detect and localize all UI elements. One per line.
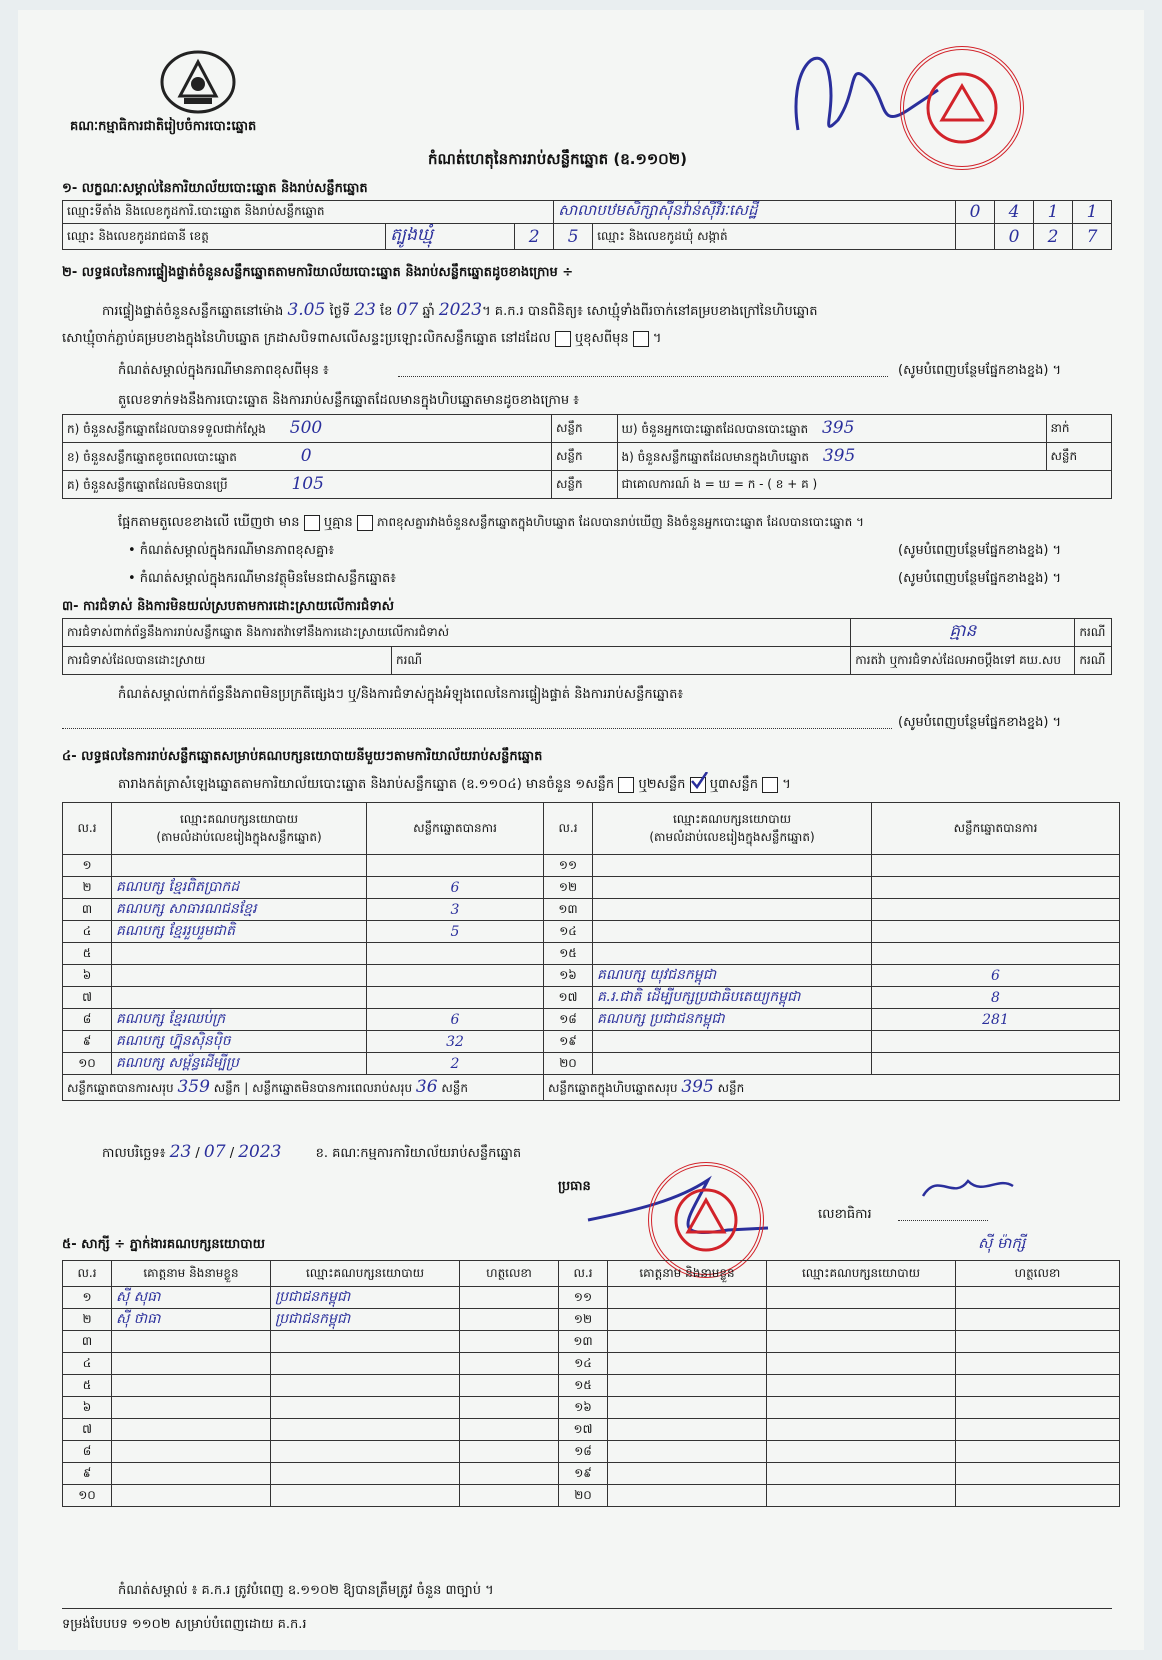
sheet-count-line: តារាងកត់ត្រាសំឡេងឆ្នោតតាមការិយាល័យបោះឆ្នោត និងរាប់សន្លឹកឆ្នោត (ឧ.១១០៤) មានចំនួន ១សន្លឹក ឬ២សន្លឹក ឬ៣សន្លឹក ។ <box>118 776 791 795</box>
witness-row: ៨ ១៨ <box>63 1441 1120 1463</box>
form-title: កំណត់ហេតុនៃការរាប់សន្លឹកឆ្នោត (ឧ.១១០២) <box>428 150 688 168</box>
section4-title: ៤- លទ្ធផលនៃការរាប់សន្លឹកឆ្នោតសម្រាប់គណបក្សនយោបាយនីមួយៗតាមការិយាល័យរាប់សន្លឹកឆ្នោត <box>62 749 543 764</box>
witness-row: ១០ ២០ <box>63 1485 1120 1507</box>
verify-line2: សោឃ្មុំចាក់ភ្ជាប់គម្របខាងក្នុងនៃហិបឆ្នោត ក្រដាសបិទពាសលើសន្ទះប្រឡោះលិកសន្លឹកឆ្នោត នៅដដែល ឬខុសពីមុន ។ <box>62 331 662 346</box>
date-line: កាលបរិច្ឆេទ៖ 23 / 07 / 2023 ខ. គណៈកម្មការការិយាល័យរាប់សន្លឹកឆ្នោត <box>102 1142 522 1162</box>
objections-table: ការជំទាស់ពាក់ព័ន្ធនឹងការរាប់សន្លឹកឆ្នោត និងការតវ៉ាទៅនឹងការដោះស្រាយលើការជំទាស់ គ្មាន ករណី ការជំទាស់ដែលបានដោះស្រាយ ករណី ការតវ៉ា ឬការជំទាស់ដែលអាចប្តឹងទៅ គឃ.សប ករណី <box>62 618 1112 675</box>
difference-note: កំណត់សម្គាល់ក្នុងករណីមានភាពខុសពីមុន ៖ <box>118 363 329 378</box>
official-seal <box>900 46 1024 170</box>
chair-label: ប្រធាន <box>558 1179 591 1194</box>
vote-row: ២ គណបក្ស ខ្មែរពិតប្រាកដ 6 ១២ <box>63 877 1120 899</box>
org-name: គណៈកម្មាធិការជាតិរៀបចំការបោះឆ្នោត <box>70 119 257 134</box>
secretary-signature <box>918 1166 1018 1210</box>
witness-row: ២ ស៊ី ថាធា ប្រជាជនកម្ពុជា ១២ <box>63 1309 1120 1331</box>
form-page: គណៈកម្មាធិការជាតិរៀបចំការបោះឆ្នោត កំណត់ហេតុនៃការរាប់សន្លឹកឆ្នោត (ឧ.១១០២) ១- លក្ខណៈសម្គាល់នៃការិយាល័យបោះឆ្នោត និងរាប់សន្លឹកឆ្នោត ឈ្មោះទីតាំង និងលេខកូដការិ.បោះឆ្នោត និងរាប់សន្លឹកឆ្នោត សាលាបឋមសិក្សាស៊ីនវ៉ាន់ស៊ីវិរៈសេដ្ឋី 0 4 1 1 ឈ្មោះ និងលេខកូដរាជធានី ខេត្ត ត្បូងឃ្មុំ 2 5 ឈ្មោះ និងលេខកូដឃុំ សង្កាត់ 0 2 7 ២- លទ្ធផលនៃការផ្ទៀងផ្ទាត់ចំនួនសន្លឹកឆ្នោតតាមការិយាល័យបោះឆ្នោត និងរាប់សន្លឹកឆ្នោតដូចខាងក្រោម ÷ ការផ្ទៀងផ្ទាត់ចំនួនសន្លឹកឆ្នោតនៅម៉ោង 3.05 ថ្ងៃទី 23 ខែ 07 ឆ្នាំ 2023។ គ.ក.រ បានពិនិត្យ៖ សោឃ្មុំទាំងពីរចាក់នៅគម្របខាងក្រៅនៃហិបឆ្នោត សោឃ្មុំចាក់ភ្ជាប់គម្របខាងក្នុងនៃហិបឆ្នោត ក្រដាសបិទពាសលើសន្ទះប្រឡោះលិកសន្លឹកឆ្នោត នៅដដែល ឬខុសពីមុន ។ កំណត់សម្គាល់ក្នុងករណីមានភាពខុសពីមុន ៖ (សូមបំពេញបន្ថែមផ្នែកខាងខ្នង) ។ តួលេខទាក់ទងនឹងការបោះឆ្នោត និងការរាប់សន្លឹកឆ្នោតដែលមានក្នុងហិបឆ្នោតមានដូចខាងក្រោម ៖ ក) ចំនួនសន្លឹកឆ្នោតដែលបានទទួលជាក់ស្តែង 500 សន្លឹក ឃ) ចំនួនអ្នកបោះឆ្នោតដែលបានបោះឆ្នោត 395 នាក់ ខ) ចំនួនសន្លឹកឆ្នោតខូចពេលបោះឆ្នោត 0 សន្លឹក ង) ចំនួនសន្លឹកឆ្នោតដែលមានក្នុងហិបឆ្នោត 395 សន្លឹក គ) ចំនួនសន្លឹកឆ្នោតដែលមិនបានប្រើ 105 សន្លឹក ជាគោលការណ៍ ង = ឃ = ក - ( ខ + គ ) ផ្អែកតាមតួលេខខាងលើ ឃើញថា មាន ឬគ្មាន ភាពខុសគ្នារវាងចំនួនសន្លឹកឆ្នោតក្នុងហិបឆ្នោត ដែលបានរាប់ឃើញ និងចំនួនអ្នកបោះឆ្នោត ដែលបានបោះឆ្នោត ។ • កំណត់សម្គាល់ក្នុងករណីមានភាពខុសគ្នា៖ (សូមបំពេញបន្ថែមផ្នែកខាងខ្នង) ។ • កំណត់សម្គាល់ក្នុងករណីមានវត្ថុមិនមែនជាសន្លឹកឆ្នោត៖ (សូមបំពេញបន្ថែមផ្នែកខាងខ្នង) ។ ៣- ការជំទាស់ និងការមិនយល់ស្របតាមការដោះស្រាយលើការជំទាស់ ការជំទាស់ពាក់ព័ន្ធនឹងការរាប់សន្លឹកឆ្នោត និងការតវ៉ាទៅនឹងការដោះស្រាយលើការជំទាស់ គ្មាន ករណី ការជំទាស់ដែលបានដោះស្រាយ ករណី ការតវ៉ា ឬការជំទាស់ដែលអាចប្តឹងទៅ គឃ.សប ករណី កំណត់សម្គាល់ពាក់ព័ន្ធនឹងភាពមិនប្រក្រតីផ្សេងៗ ឬ/និងការជំទាស់ក្នុងអំឡុងពេលនៃការផ្ទៀងផ្ទាត់ និងការរាប់សន្លឹកឆ្នោត៖ (សូមបំពេញបន្ថែមផ្នែកខាងខ្នង) ។ ៤- លទ្ធផលនៃការរាប់សន្លឹកឆ្នោតសម្រាប់គណបក្សនយោបាយនីមួយៗតាមការិយាល័យរាប់សន្លឹកឆ្នោត តារាងកត់ត្រាសំឡេងឆ្នោតតាមការិយាល័យបោះឆ្នោត និងរាប់សន្លឹកឆ្នោត (ឧ.១១០៤) មានចំនួន ១សន្លឹក ឬ២សន្លឹក ឬ៣សន្លឹក ។ ល.រ ឈ្មោះគណបក្សនយោបាយ (តាមលំដាប់លេខរៀងក្នុងសន្លឹកឆ្នោត) សន្លឹកឆ្នោតបានការ ល.រ ឈ្មោះគណបក្សនយោបាយ (តាមលំដាប់លេខរៀងក្នុងសន្លឹកឆ្នោត) សន្លឹកឆ្នោតបានការ ១ ១១ ២ គណបក្ស ខ្មែរពិតប្រាកដ 6 ១២ ៣ គណបក្ស សាធារណជនខ្មែរ 3 ១៣ ៤ គណបក្ស ខ្មែររួបរួមជាតិ 5 ១៤ ៥ ១៥ ៦ ១៦ គណបក្ស យុវជនកម្ពុជា 6 ៧ ១៧ គ.រ.ជាតិ ដើម្បីបក្សប្រជាធិបតេយ្យកម្ពុជា 8 ៨ គណបក្ស ខ្មែរឈប់ក្រ 6 ១៨ គណបក្ស ប្រជាជនកម្ពុជា 281 ៩ គណបក្ស ហ្វ៊ុនស៊ិនប៉ិច 32 ១៩ ១០ គណបក្ស សម្ព័ន្ធដើម្បីប្រ 2 ២០ សន្លឹកឆ្នោតបានការសរុប 359 សន្លឹក | សន្លឹកឆ្នោតមិនបានការពេលរាប់សរុប 36 សន្លឹក សន្លឹកឆ្នោតក្នុងហិបឆ្នោតសរុប 395 សន្លឹក កាលបរិច្ឆេទ៖ 23 / 07 / 2023 ខ. គណៈកម្មការការិយាល័យរាប់សន្លឹកឆ្នោត ប្រធាន លេខាធិការ ស៊ី ម៉ាក្សី ៥- សាក្សី ÷ ភ្នាក់ងារគណបក្សនយោបាយ ល.រ គោត្តនាម និងនាមខ្លួន ឈ្មោះគណបក្សនយោបាយ ហត្ថលេខា ល.រ គោត្តនាម និងនាមខ្លួន ឈ្មោះគណបក្សនយោបាយ ហត្ថលេខា ១ ស៊ី សុធា ប្រជាជនកម្ពុជា ១១ ២ ស៊ី ថាធា ប្រជាជនកម្ពុជា ១២ ៣ ១៣ ៤ ១៤ ៥ ១៥ ៦ ១៦ ៧ ១៧ ៨ ១៨ ៩ ១៩ ១០ ២០ កំណត់សម្គាល់ ៖ គ.ក.រ ត្រូវបំពេញ ឧ.១១០២ ឱ្យបានត្រឹមត្រូវ ចំនួន ៣ច្បាប់ ។ ទម្រង់បែបបទ ១១០២ សម្រាប់បំពេញដោយ គ.ក.រ <box>18 10 1144 1650</box>
witness-row: ៤ ១៤ <box>63 1353 1120 1375</box>
witness-table: ល.រ គោត្តនាម និងនាមខ្លួន ឈ្មោះគណបក្សនយោបាយ ហត្ថលេខា ល.រ គោត្តនាម និងនាមខ្លួន ឈ្មោះគណបក្សនយោបាយ ហត្ថលេខា ១ ស៊ី សុធា ប្រជាជនកម្ពុជា ១១ ២ ស៊ី ថាធា ប្រជាជនកម្ពុជា ១២ ៣ ១៣ ៤ ១៤ ៥ ១៥ ៦ ១៦ ៧ ១៧ ៨ ១៨ ៩ ១៩ ១០ ២០ <box>62 1260 1120 1507</box>
nec-logo-icon <box>158 48 238 116</box>
figures-intro: តួលេខទាក់ទងនឹងការបោះឆ្នោត និងការរាប់សន្លឹកឆ្នោតដែលមានក្នុងហិបឆ្នោតមានដូចខាងក្រោម ៖ <box>118 393 579 408</box>
three-sheet-checkbox[interactable] <box>762 777 778 793</box>
vote-row: ៣ គណបក្ស សាធារណជនខ្មែរ 3 ១៣ <box>63 899 1120 921</box>
section3-title: ៣- ការជំទាស់ និងការមិនយល់ស្របតាមការដោះស្រាយលើការជំទាស់ <box>62 599 394 614</box>
vote-row: ១ ១១ <box>63 855 1120 877</box>
different-checkbox[interactable] <box>633 331 649 347</box>
no-checkbox[interactable] <box>357 515 373 531</box>
one-sheet-checkbox[interactable] <box>618 777 634 793</box>
witness-row: ៩ ១៩ <box>63 1463 1120 1485</box>
figures-table: ក) ចំនួនសន្លឹកឆ្នោតដែលបានទទួលជាក់ស្តែង 500 សន្លឹក ឃ) ចំនួនអ្នកបោះឆ្នោតដែលបានបោះឆ្នោត 395 នាក់ ខ) ចំនួនសន្លឹកឆ្នោតខូចពេលបោះឆ្នោត 0 សន្លឹក ង) ចំនួនសន្លឹកឆ្នោតដែលមានក្នុងហិបឆ្នោត 395 សន្លឹក គ) ចំនួនសន្លឹកឆ្នោតដែលមិនបានប្រើ 105 សន្លឹក ជាគោលការណ៍ ង = ឃ = ក - ( ខ + គ ) <box>62 414 1112 499</box>
witness-row: ៧ ១៧ <box>63 1419 1120 1441</box>
vote-row: ៩ គណបក្ស ហ្វ៊ុនស៊ិនប៉ិច 32 ១៩ <box>63 1031 1120 1053</box>
vote-row: ៤ គណបក្ស ខ្មែររួបរួមជាតិ 5 ១៤ <box>63 921 1120 943</box>
discrepancy-line: ផ្អែកតាមតួលេខខាងលើ ឃើញថា មាន ឬគ្មាន ភាពខុសគ្នារវាងចំនួនសន្លឹកឆ្នោតក្នុងហិបឆ្នោត ដែលបានរាប់ឃើញ និងចំនួនអ្នកបោះឆ្នោត ដែលបានបោះឆ្នោត ។ <box>118 515 864 530</box>
witness-row: ៦ ១៦ <box>63 1397 1120 1419</box>
irregularity-note: កំណត់សម្គាល់ពាក់ព័ន្ធនឹងភាពមិនប្រក្រតីផ្សេងៗ ឬ/និងការជំទាស់ក្នុងអំឡុងពេលនៃការផ្ទៀងផ្ទាត់ និងការរាប់សន្លឹកឆ្នោត៖ <box>118 687 684 702</box>
yes-checkbox[interactable] <box>304 515 320 531</box>
vote-row: ៨ គណបក្ស ខ្មែរឈប់ក្រ 6 ១៨ គណបក្ស ប្រជាជនកម្ពុជា 281 <box>63 1009 1120 1031</box>
witness-row: ៣ ១៣ <box>63 1331 1120 1353</box>
vote-row: ៦ ១៦ គណបក្ស យុវជនកម្ពុជា 6 <box>63 965 1120 987</box>
secretary-name: ស៊ី ម៉ាក្សី <box>978 1234 1026 1252</box>
footer-note: កំណត់សម្គាល់ ៖ គ.ក.រ ត្រូវបំពេញ ឧ.១១០២ ឱ្យបានត្រឹមត្រូវ ចំនួន ៣ច្បាប់ ។ <box>118 1583 494 1598</box>
note-line <box>398 376 888 377</box>
vote-row: ៥ ១៥ <box>63 943 1120 965</box>
form-reference: ទម្រង់បែបបទ ១១០២ សម្រាប់បំពេញដោយ គ.ក.រ <box>62 1617 307 1632</box>
section1-title: ១- លក្ខណៈសម្គាល់នៃការិយាល័យបោះឆ្នោត និងរាប់សន្លឹកឆ្នោត <box>62 181 368 196</box>
vote-row: ៧ ១៧ គ.រ.ជាតិ ដើម្បីបក្សប្រជាធិបតេយ្យកម្ពុជា 8 <box>63 987 1120 1009</box>
witness-row: ៥ ១៥ <box>63 1375 1120 1397</box>
votes-table: ល.រ ឈ្មោះគណបក្សនយោបាយ (តាមលំដាប់លេខរៀងក្នុងសន្លឹកឆ្នោត) សន្លឹកឆ្នោតបានការ ល.រ ឈ្មោះគណបក្សនយោបាយ (តាមលំដាប់លេខរៀងក្នុងសន្លឹកឆ្នោត) សន្លឹកឆ្នោតបានការ ១ ១១ ២ គណបក្ស ខ្មែរពិតប្រាកដ 6 ១២ ៣ គណបក្ស សាធារណជនខ្មែរ 3 ១៣ ៤ គណបក្ស ខ្មែររួបរួមជាតិ 5 ១៤ ៥ ១៥ ៦ ១៦ គណបក្ស យុវជនកម្ពុជា 6 ៧ ១៧ គ.រ.ជាតិ ដើម្បីបក្សប្រជាធិបតេយ្យកម្ពុជា 8 ៨ គណបក្ស ខ្មែរឈប់ក្រ 6 ១៨ គណបក្ស ប្រជាជនកម្ពុជា 281 ៩ គណបក្ស ហ្វ៊ុនស៊ិនប៉ិច 32 ១៩ ១០ គណបក្ស សម្ព័ន្ធដើម្បីប្រ 2 ២០ សន្លឹកឆ្នោតបានការសរុប 359 សន្លឹក | សន្លឹកឆ្នោតមិនបានការពេលរាប់សរុប 36 សន្លឹក សន្លឹកឆ្នោតក្នុងហិបឆ្នោតសរុប 395 សន្លឹក <box>62 802 1120 1101</box>
section1-table: ឈ្មោះទីតាំង និងលេខកូដការិ.បោះឆ្នោត និងរាប់សន្លឹកឆ្នោត សាលាបឋមសិក្សាស៊ីនវ៉ាន់ស៊ីវិរៈសេដ្ឋី 0 4 1 1 ឈ្មោះ និងលេខកូដរាជធានី ខេត្ត ត្បូងឃ្មុំ 2 5 ឈ្មោះ និងលេខកូដឃុំ សង្កាត់ 0 2 7 <box>62 200 1112 250</box>
witness-row: ១ ស៊ី សុធា ប្រជាជនកម្ពុជា ១១ <box>63 1287 1120 1309</box>
secretary-label: លេខាធិការ <box>818 1207 872 1222</box>
vote-row: ១០ គណបក្ស សម្ព័ន្ធដើម្បីប្រ 2 ២០ <box>63 1053 1120 1075</box>
section5-title: ៥- សាក្សី ÷ ភ្នាក់ងារគណបក្សនយោបាយ <box>62 1237 265 1252</box>
two-sheet-checkbox[interactable] <box>690 777 706 793</box>
same-checkbox[interactable] <box>555 331 571 347</box>
note-discrepancy: • កំណត់សម្គាល់ក្នុងករណីមានភាពខុសគ្នា៖ <box>128 543 335 558</box>
note-foreign: • កំណត់សម្គាល់ក្នុងករណីមានវត្ថុមិនមែនជាសន្លឹកឆ្នោត៖ <box>128 571 396 586</box>
verify-line1: ការផ្ទៀងផ្ទាត់ចំនួនសន្លឹកឆ្នោតនៅម៉ោង 3.05 ថ្ងៃទី 23 ខែ 07 ឆ្នាំ 2023។ គ.ក.រ បានពិនិត្យ៖ សោឃ្មុំទាំងពីរចាក់នៅគម្របខាងក្រៅនៃហិបឆ្នោត <box>102 300 818 320</box>
section2-title: ២- លទ្ធផលនៃការផ្ទៀងផ្ទាត់ចំនួនសន្លឹកឆ្នោតតាមការិយាល័យបោះឆ្នោត និងរាប់សន្លឹកឆ្នោតដូចខាងក្រោម ÷ <box>62 265 574 280</box>
